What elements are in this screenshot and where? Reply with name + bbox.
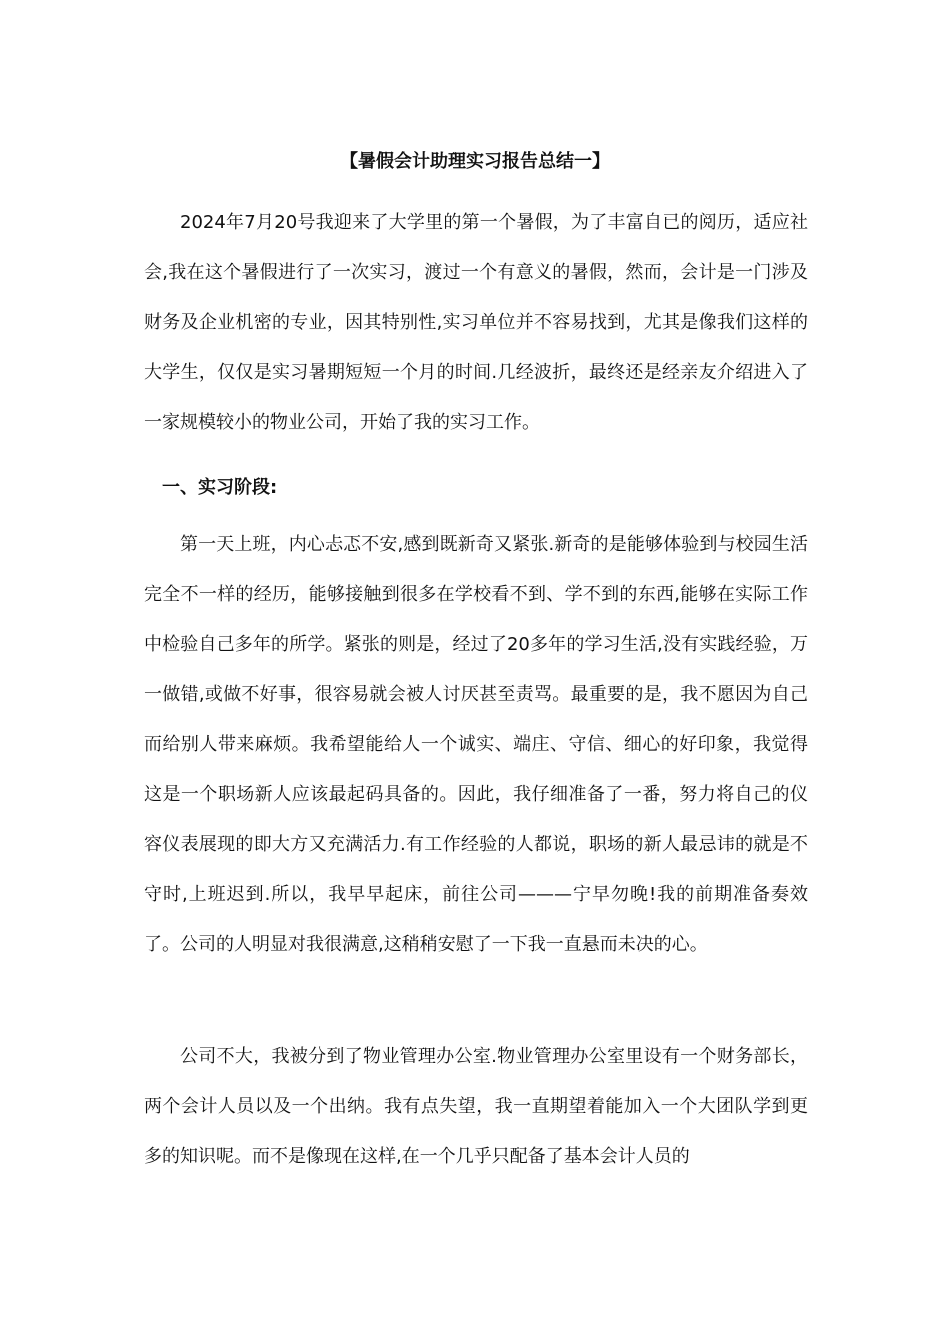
document-title: 【暑假会计助理实习报告总结一】: [340, 151, 610, 172]
section-heading-internship-stage: 一、实习阶段:: [162, 477, 278, 498]
paragraph-first-day: 第一天上班，内心忐忑不安,感到既新奇又紧张.新奇的是能够体验到与校园生活完全不一样的经历，能够接触到很多在学校看不到、学不到的东西,能够在实际工作中检验自己多年的所学。紧张的则是，经过了20多年的学习生活,没有实践经验，万一做错,或做不好事，很容易就会被人讨厌甚至责骂。最重要的是，我不愿因为自己而给别人带来麻烦。我希望能给人一个诚实、端庄、守信、细心的好印象，我觉得这是一个职场新人应该最起码具备的。因此，我仔细准备了一番，努力将自己的仪容仪表展现的即大方又充满活力.有工作经验的人都说，职场的新人最忌讳的就是不守时,上班迟到.所以，我早早起床，前往公司———宁早勿晚!我的前期准备奏效了。公司的人明显对我很满意,这稍稍安慰了一下我一直悬而未决的心。: [144, 534, 808, 955]
paragraph-intro: 2024年7月20号我迎来了大学里的第一个暑假，为了丰富自已的阅历，适应社会,我在这个暑假进行了一次实习，渡过一个有意义的暑假，然而，会计是一门涉及财务及企业机密的专业，因其特别性,实习单位并不容易找到，尤其是像我们这样的大学生，仅仅是实习暑期短短一个月的时间.几经波折，最终还是经亲友介绍进入了一家规模较小的物业公司，开始了我的实习工作。: [144, 212, 808, 433]
paragraph-company: 公司不大，我被分到了物业管理办公室.物业管理办公室里设有一个财务部长，两个会计人员以及一个出纳。我有点失望，我一直期望着能加入一个大团队学到更多的知识呢。而不是像现在这样,在一个几乎只配备了基本会计人员的: [144, 1046, 808, 1167]
